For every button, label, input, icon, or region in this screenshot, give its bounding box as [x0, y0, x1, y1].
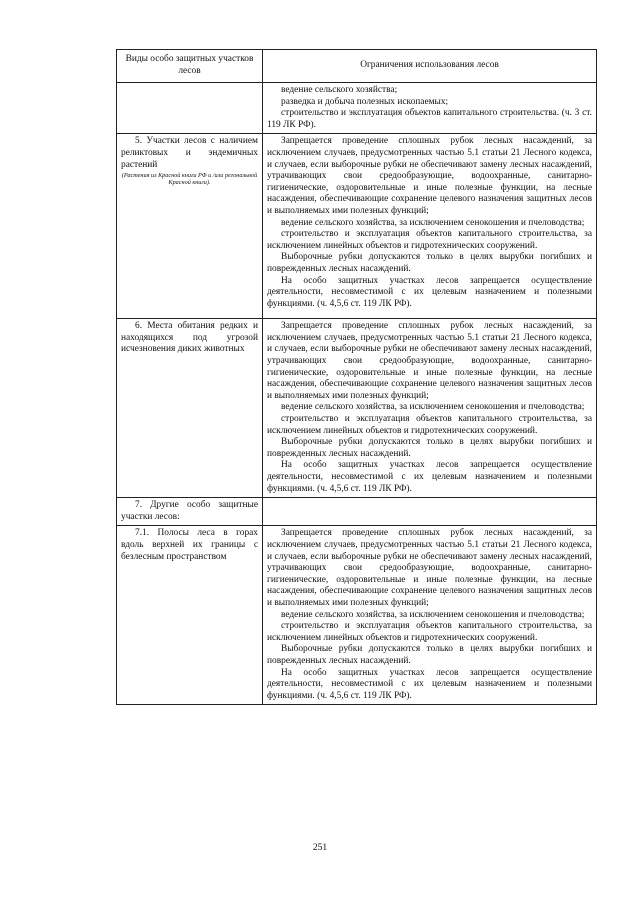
- restriction-text: строительство и эксплуатация объектов капитального строительства. (ч. 3 ст. 119 ЛК РФ).: [267, 108, 592, 130]
- restriction-text: На особо защитных участках лесов запрещается осуществление деятельности, несовместимой с их целевым назначением и полезными функциями. (ч. 4,5,6 ст. 119 ЛК РФ).: [267, 275, 592, 309]
- area-type-title: 5. Участки лесов с наличием реликтовых и эндемичных растений: [121, 136, 258, 170]
- area-type-title: 7. Другие особо защитные участки лесов:: [121, 500, 258, 522]
- table-row-continuation: [117, 83, 597, 134]
- cell-area-type-7-1: [117, 526, 263, 705]
- restriction-text: ведение сельского хозяйства, за исключением сенокошения и пчеловодства;: [281, 402, 585, 413]
- cell-area-type-5: [117, 134, 263, 319]
- table-header-row: [117, 50, 597, 83]
- table-row-7-1: [117, 526, 597, 705]
- area-type-title: 6. Места обитания редких и находящихся под угрозой исчезновения диких животных: [121, 321, 258, 355]
- cell-area-type-6: [117, 319, 263, 498]
- cell-continuation-right: [263, 83, 597, 134]
- cell-area-type-7: [117, 498, 263, 526]
- restriction-text: Запрещается проведение сплошных рубок лесных насаждений, за исключением случаев, предусмотренных частью 5.1 статьи 21 Лесного кодекса, и случаев, если выборочные рубки не обеспечивают замену лесных насаждений, утрачивающих свои средообразующие, водоохранные, санитарно-гигиенические, оздоровительные и иные полезные функции, на лесные насаждения, обеспечивающие сохранение целевого назначения защитных лесов и выполняемых ими полезных функций;: [267, 528, 592, 608]
- cell-spacer: [267, 310, 592, 316]
- header-restrictions: Ограничения использования лесов: [263, 50, 597, 83]
- restriction-text: На особо защитных участках лесов запрещается осуществление деятельности, несовместимой с их целевым назначением и полезными функциями. (ч. 4,5,6 ст. 119 ЛК РФ).: [267, 667, 592, 701]
- table-row-6: [117, 319, 597, 498]
- restriction-text: ведение сельского хозяйства;: [281, 85, 398, 95]
- area-type-title: 7.1. Полосы леса в горах вдоль верхней их границы с безлесным пространством: [121, 528, 258, 562]
- restriction-text: разведка и добыча полезных ископаемых;: [281, 96, 449, 107]
- table-row-5: [117, 134, 597, 319]
- restriction-text: Запрещается проведение сплошных рубок лесных насаждений, за исключением случаев, предусмотренных частью 5.1 статьи 21 Лесного кодекса, и случаев, если выборочные рубки не обеспечивают замену лесных насаждений, утрачивающих свои средообразующие, водоохранные, санитарно-гигиенические, оздоровительные и иные полезные функции, на лесные насаждения, обеспечивающие сохранение целевого назначения защитных лесов и выполняемых ими полезных функций;: [267, 136, 592, 216]
- cell-restrictions-7: [263, 498, 597, 526]
- restriction-text: строительство и эксплуатация объектов капитального строительства, за исключением линейных объектов и гидротехнических сооружений.: [267, 621, 592, 643]
- restriction-text: строительство и эксплуатация объектов капитального строительства, за исключением линейных объектов и гидротехнических сооружений.: [267, 229, 592, 251]
- header-protected-areas: Виды особо защитных участков лесов: [117, 50, 263, 83]
- restriction-text: Выборочные рубки допускаются только в целях вырубки погибших и поврежденных лесных насаждений.: [267, 252, 592, 274]
- area-type-note: (Растения из Красной книги РФ и /или регональной Красной книги).: [121, 172, 258, 187]
- restrictions-table: [116, 49, 597, 705]
- restriction-text: ведение сельского хозяйства, за исключением сенокошения и пчеловодства;: [281, 217, 585, 228]
- table-row-7: [117, 498, 597, 526]
- cell-restrictions-6: [263, 319, 597, 498]
- restriction-text: Выборочные рубки допускаются только в целях вырубки погибших и поврежденных лесных насаждений.: [267, 437, 592, 459]
- cell-restrictions-5: [263, 134, 597, 319]
- restriction-text: Запрещается проведение сплошных рубок лесных насаждений, за исключением случаев, предусмотренных частью 5.1 статьи 21 Лесного кодекса, и случаев, если выборочные рубки не обеспечивают замену лесных насаждений, утрачивающих свои средообразующие, водоохранные, санитарно-гигиенические, оздоровительные и иные полезные функции, на лесные насаждения, обеспечивающие сохранение целевого назначения защитных лесов и выполняемых ими полезных функций;: [267, 321, 592, 401]
- page-number: 251: [312, 843, 328, 853]
- restriction-text: На особо защитных участках лесов запрещается осуществление деятельности, несовместимой с их целевым назначением и полезными функциями. (ч. 4,5,6 ст. 119 ЛК РФ).: [267, 460, 592, 494]
- restriction-text: Выборочные рубки допускаются только в целях вырубки погибших и поврежденных лесных насаждений.: [267, 644, 592, 666]
- restriction-text: ведение сельского хозяйства, за исключением сенокошения и пчеловодства;: [281, 609, 585, 620]
- cell-continuation-left: [117, 83, 263, 134]
- cell-restrictions-7-1: [263, 526, 597, 705]
- restriction-text: строительство и эксплуатация объектов капитального строительства, за исключением линейных объектов и гидротехнических сооружений.: [267, 414, 592, 436]
